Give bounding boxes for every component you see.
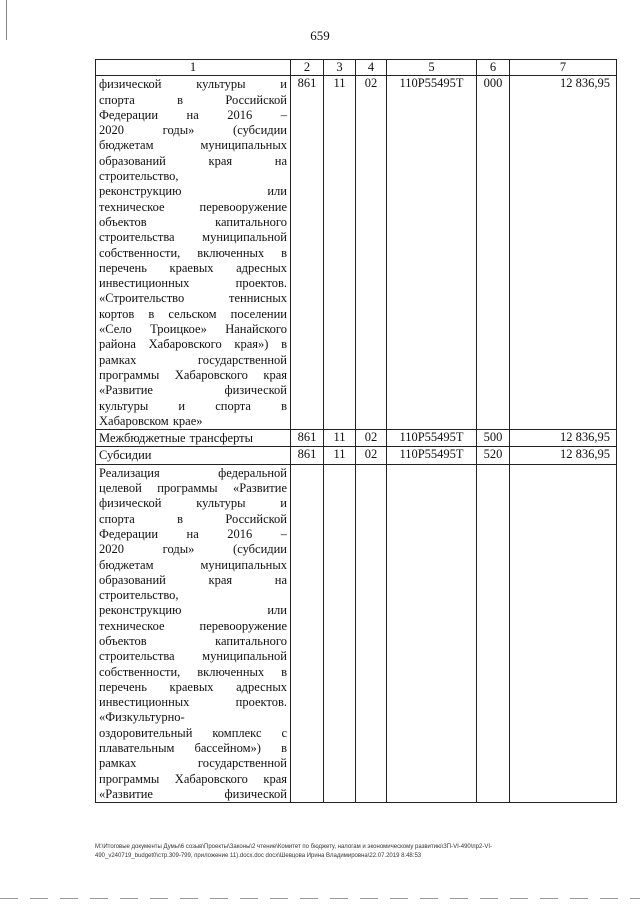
- row1-line: программы Хабаровского края: [99, 367, 287, 382]
- row4-line: реконструкцию или: [99, 603, 287, 618]
- row4-line: плавательным бассейном») в: [99, 741, 287, 756]
- footer-line-1: M:\Итоговые документы Думы\6 созыв\Проекты\Законы\2 чтение\Комитет по бюджету, налогам и экономическому развитию\ЗП-VI-490\пр2-VI-: [95, 844, 493, 850]
- row4-line: перечень краевых адресных: [99, 679, 287, 694]
- row1-col-3: 11: [324, 76, 356, 430]
- row2-col-5: 110P55495T: [387, 430, 477, 447]
- row4-line: Реализация федеральной: [99, 465, 287, 480]
- header-col-1: 1: [96, 60, 291, 76]
- row4-col-7: [510, 464, 617, 803]
- row1-line: культуры и спорта в: [99, 398, 287, 413]
- row1-line: строительство,: [99, 169, 179, 184]
- row4-line: техническое перевооружение: [99, 618, 287, 633]
- row3-col-7: 12 836,95: [510, 447, 617, 464]
- row4-line: «Развитие физической: [99, 786, 287, 801]
- row4-line: «Физкультурно-: [99, 710, 185, 725]
- row4-line: строительства муниципальной: [99, 649, 287, 664]
- row1-line: реконструкцию или: [99, 184, 287, 199]
- header-col-6: 6: [477, 60, 510, 76]
- row3-col-2: 861: [291, 447, 324, 464]
- row4-line: 2020 годы» (субсидии: [99, 542, 287, 557]
- row4-line: оздоровительный комплекс с: [99, 725, 287, 740]
- footer-line-2: 490_v240719_budget0\стр.309-799, приложение 11).docx.doc docx\Шевцова Ирина Владимировна\22.07.2019 8:48:53: [95, 853, 422, 859]
- row1-col-7: 12 836,95: [510, 76, 617, 430]
- row4-col-2: [291, 464, 324, 803]
- row2-col-6: 500: [477, 430, 510, 447]
- row1-col-4: 02: [356, 76, 387, 430]
- row4-line: бюджетам муниципальных: [99, 557, 287, 572]
- row4-line: инвестиционных проектов.: [99, 695, 287, 710]
- row1-line: кортов в сельском поселении: [99, 306, 287, 321]
- row4-line: строительство,: [99, 588, 179, 603]
- row4-line: рамках государственной: [99, 756, 287, 771]
- header-col-7: 7: [510, 60, 617, 76]
- row4-line: образований края на: [99, 572, 287, 587]
- row4-line: целевой программы «Развитие: [99, 481, 287, 496]
- row1-line: инвестиционных проектов.: [99, 276, 287, 291]
- page-number: 659: [310, 28, 330, 43]
- row1-line: Федерации на 2016 –: [99, 107, 287, 122]
- row1-col-2: 861: [291, 76, 324, 430]
- row1-line: образований края на: [99, 153, 287, 168]
- row1-line: «Строительство теннисных: [99, 291, 287, 306]
- table-row: [96, 447, 617, 464]
- row4-col-6: [477, 464, 510, 803]
- row4-col-4: [356, 464, 387, 803]
- header-col-4: 4: [356, 60, 387, 76]
- row4-line: Федерации на 2016 –: [99, 526, 287, 541]
- row1-line: «Село Троицкое» Нанайского: [99, 322, 287, 337]
- row3-col-5: 110P55495T: [387, 447, 477, 464]
- scan-artifact-line: [0, 898, 640, 899]
- row1-line: рамках государственной: [99, 352, 287, 367]
- row2-col-2: 861: [291, 430, 324, 447]
- table-row: [96, 76, 617, 430]
- row4-col-5: [387, 464, 477, 803]
- budget-table: [95, 59, 617, 803]
- row1-line: «Развитие физической: [99, 383, 287, 398]
- row1-line: техническое перевооружение: [99, 199, 287, 214]
- table-row: [96, 430, 617, 447]
- row4-line: физической культуры и: [99, 496, 287, 511]
- row4-description: [96, 464, 291, 803]
- row4-line: собственности, включенных в: [99, 664, 287, 679]
- row3-description: Субсидии: [96, 447, 291, 464]
- row1-line: физической культуры и: [99, 77, 287, 92]
- row1-line: района Хабаровского края») в: [99, 337, 287, 352]
- row4-line: спорта в Российской: [99, 511, 287, 526]
- header-col-3: 3: [324, 60, 356, 76]
- row1-line: строительства муниципальной: [99, 230, 287, 245]
- row2-col-7: 12 836,95: [510, 430, 617, 447]
- row1-col-6: 000: [477, 76, 510, 430]
- header-col-5: 5: [387, 60, 477, 76]
- row2-col-4: 02: [356, 430, 387, 447]
- row1-line: собственности, включенных в: [99, 245, 287, 260]
- row1-line: бюджетам муниципальных: [99, 138, 287, 153]
- row1-line: перечень краевых адресных: [99, 260, 287, 275]
- row1-line: Хабаровском крае»: [99, 413, 203, 428]
- row4-line: объектов капитального: [99, 633, 287, 648]
- row1-line: объектов капитального: [99, 214, 287, 229]
- row4-line: программы Хабаровского края: [99, 771, 287, 786]
- header-col-2: 2: [291, 60, 324, 76]
- row2-description: Межбюджетные трансферты: [96, 430, 291, 447]
- row3-col-3: 11: [324, 447, 356, 464]
- table-row: [96, 464, 617, 803]
- document-path-footer: [95, 843, 615, 861]
- row4-col-3: [324, 464, 356, 803]
- row3-col-4: 02: [356, 447, 387, 464]
- row1-description: [96, 76, 291, 430]
- row1-line: 2020 годы» (субсидии: [99, 123, 287, 138]
- row1-col-5: 110P55495T: [387, 76, 477, 430]
- row1-line: спорта в Российской: [99, 92, 287, 107]
- row3-col-6: 520: [477, 447, 510, 464]
- table-header-row: [96, 60, 617, 76]
- row2-col-3: 11: [324, 430, 356, 447]
